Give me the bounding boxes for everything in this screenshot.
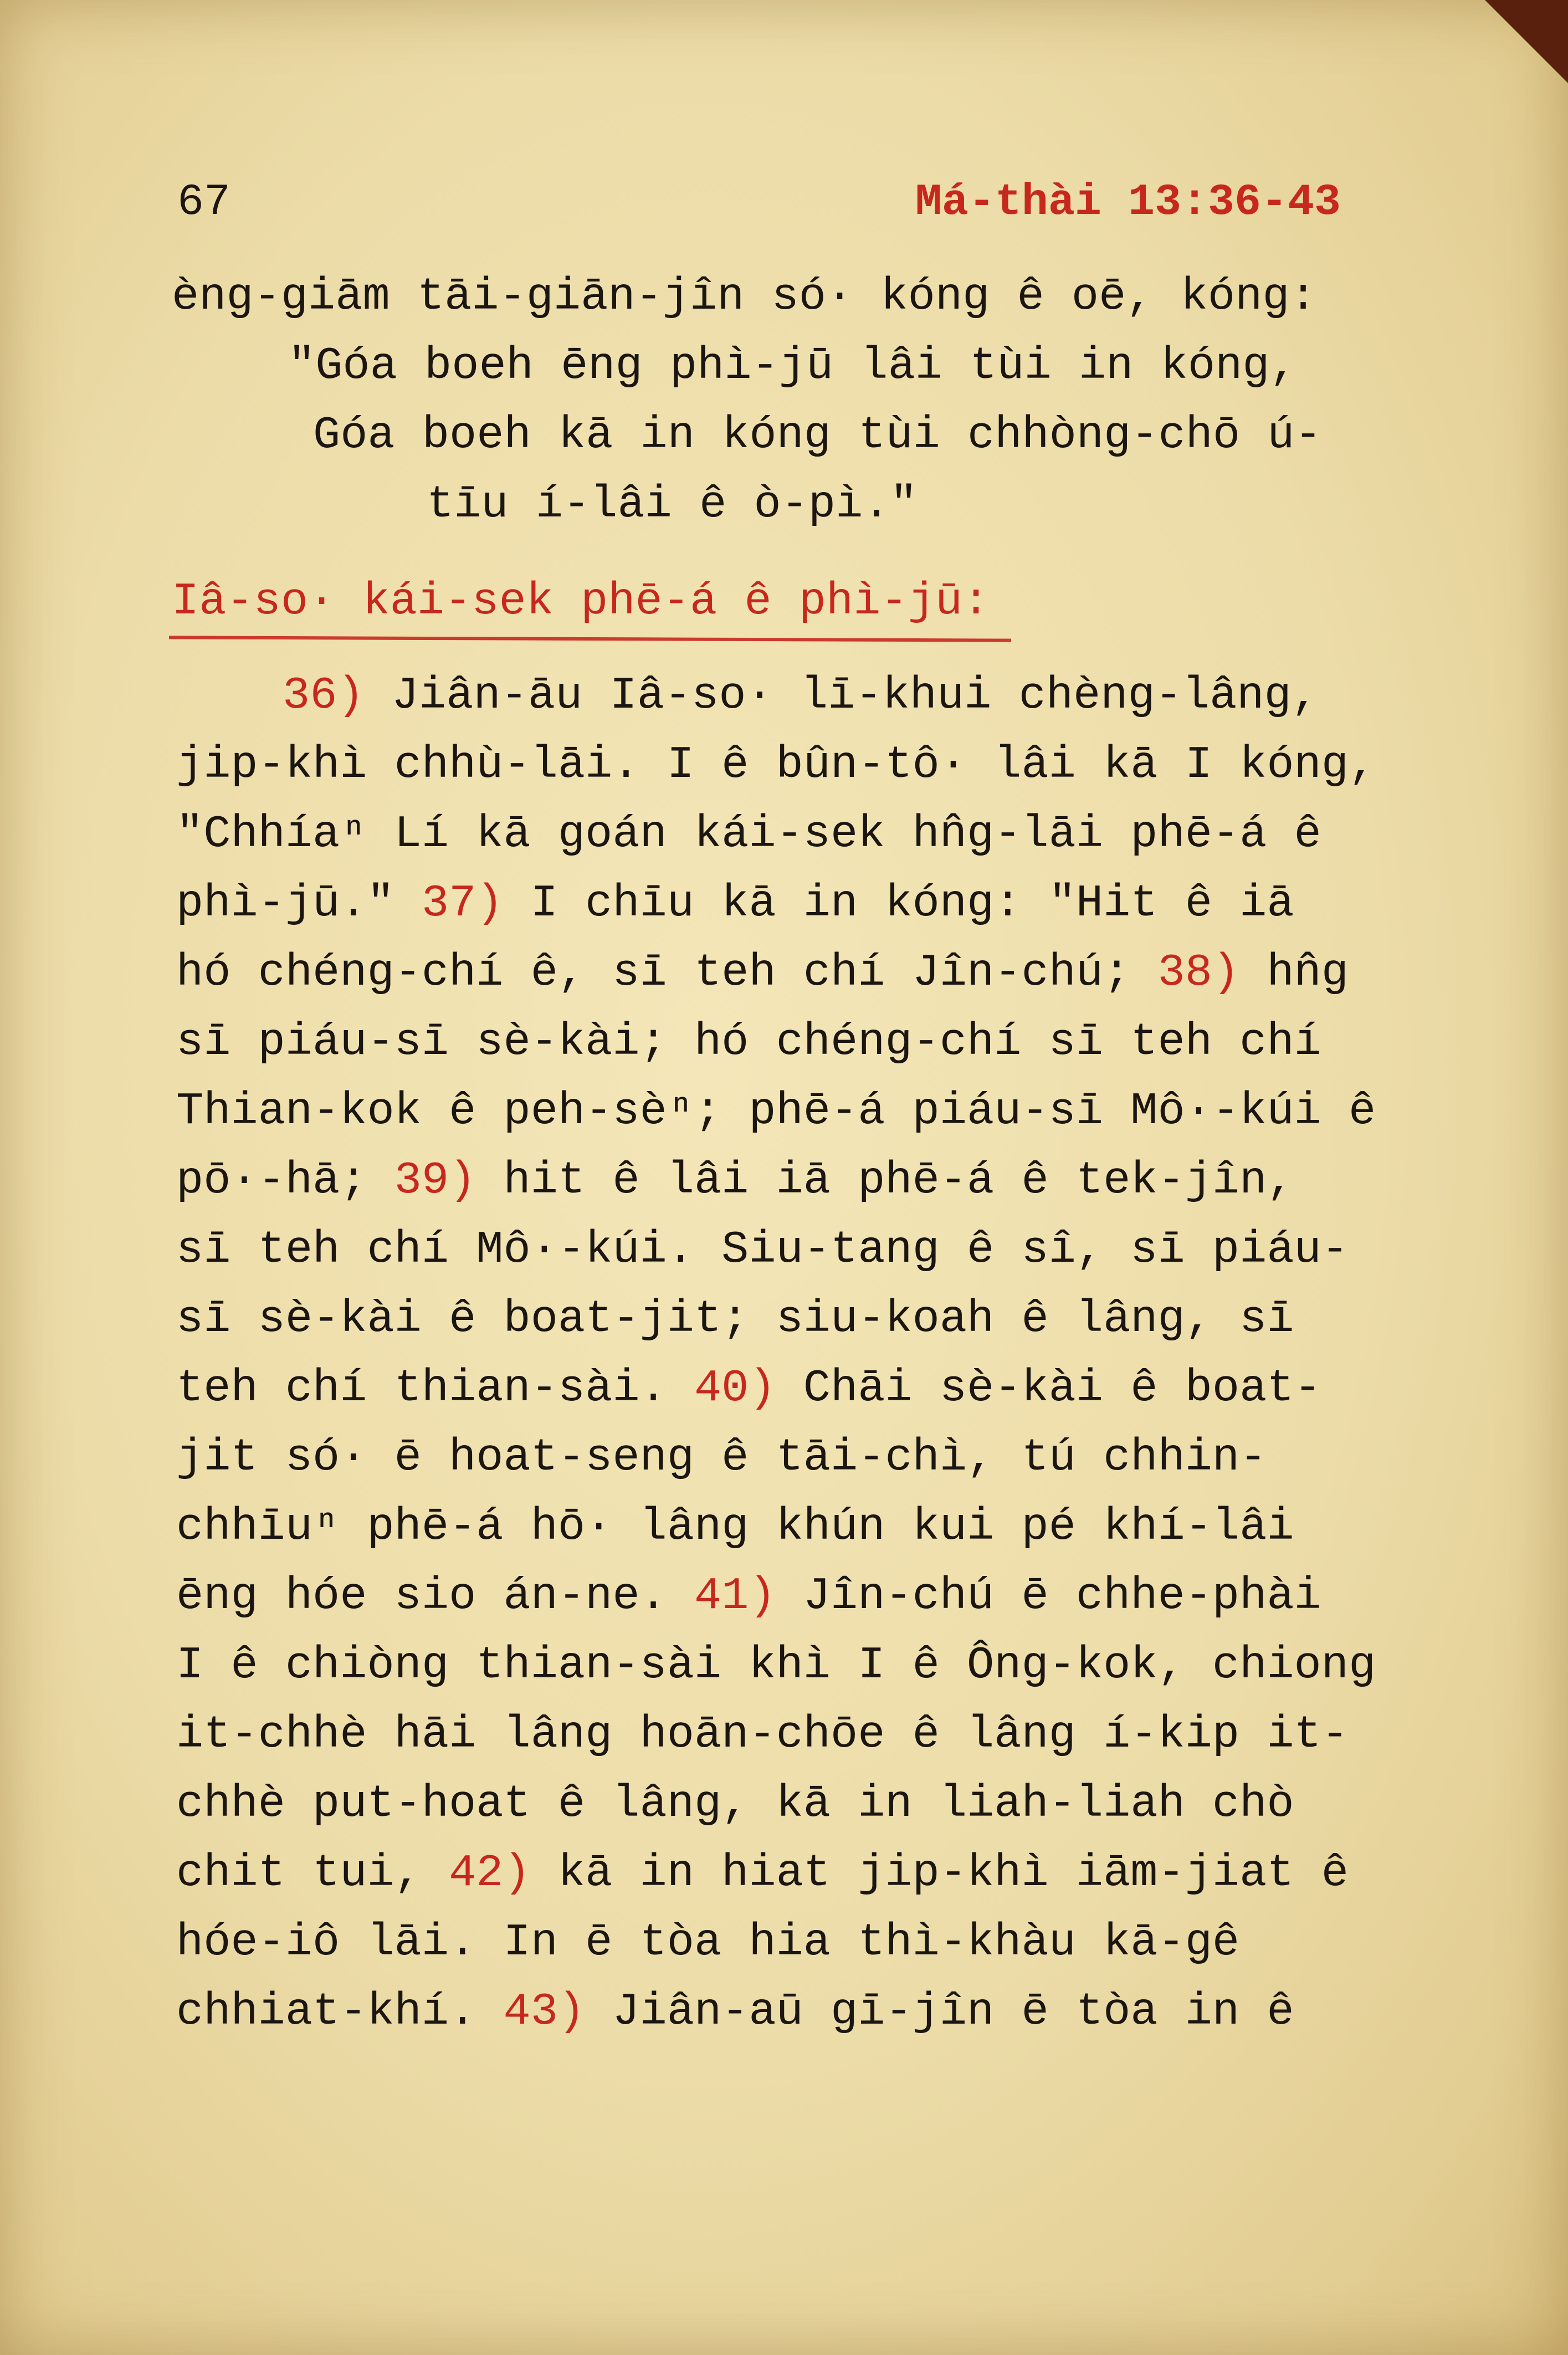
body-line [176, 1570, 1321, 1622]
body-line [176, 1016, 1321, 1068]
body-line [283, 670, 1319, 721]
verse-text: teh chí thian-sài. [176, 1363, 694, 1414]
body-line [176, 1640, 1376, 1691]
body-line [176, 1293, 1294, 1345]
body-line [176, 1917, 1240, 1968]
running-title: Má-thài 13:36-43 [915, 177, 1341, 228]
verse-text: chhè put-hoat ê lâng, kā in liah-liah chò [176, 1778, 1294, 1830]
body-line [176, 739, 1376, 791]
verse-text: Chāi sè-kài ê boat- [776, 1363, 1321, 1414]
verse-text: sī sè-kài ê boat-jit; siu-koah ê lâng, sī [176, 1293, 1294, 1345]
page-number: 67 [177, 177, 231, 228]
body-line [176, 1086, 1376, 1137]
body-line [176, 1778, 1294, 1830]
page-header [177, 177, 1341, 238]
verse-number: 41) [694, 1570, 776, 1622]
body-line [176, 1847, 1349, 1899]
verse-text: it-chhè hāi lâng hoān-chōe ê lâng í-kip it- [176, 1709, 1349, 1760]
verse-text: chhīuⁿ phē-á hō· lâng khún kui pé khí-lâi [176, 1501, 1294, 1553]
verse-number: 40) [694, 1363, 776, 1414]
intro-line: Góa boeh kā in kóng tùi chhòng-chō ú- [313, 409, 1322, 461]
verse-text: Jiân-aū gī-jîn ē tòa in ê [585, 1986, 1294, 2037]
intro-line: èng-giām tāi-giān-jîn só· kóng ê oē, kóng: [172, 271, 1317, 322]
intro-line: tīu í-lâi ê ò-pì." [427, 479, 918, 530]
verse-text: hit ê lâi iā phē-á ê tek-jîn, [476, 1155, 1294, 1206]
body-line [176, 1709, 1349, 1760]
verse-text: Jiân-āu Iâ-so· lī-khui chèng-lâng, [364, 670, 1319, 721]
section-heading: Iâ-so· kái-sek phē-á ê phì-jū: [172, 576, 990, 627]
verse-number: 38) [1157, 947, 1240, 999]
verse-number: 36) [283, 670, 365, 721]
verse-text: I chīu kā in kóng: "Hit ê iā [503, 878, 1294, 929]
body-line [176, 1224, 1349, 1276]
page-corner [1485, 0, 1568, 83]
verse-text: chit tui, [176, 1847, 449, 1899]
body-line [176, 1155, 1294, 1206]
verse-number: 39) [394, 1155, 476, 1206]
verse-text: hóe-iô lāi. In ē tòa hia thì-khàu kā-gê [176, 1917, 1240, 1968]
body-line [176, 1432, 1267, 1483]
verse-number: 43) [503, 1986, 586, 2037]
verse-text: phì-jū." [176, 878, 422, 929]
verse-text: hn̂g [1239, 947, 1349, 999]
body-line [176, 947, 1349, 999]
heading-underline [169, 636, 1011, 642]
verse-text: sī piáu-sī sè-kài; hó chéng-chí sī teh chí [176, 1016, 1321, 1068]
verse-text: sī teh chí Mô·-kúi. Siu-tang ê sî, sī piáu- [176, 1224, 1349, 1276]
body-line [176, 1986, 1294, 2037]
verse-text: jip-khì chhù-lāi. I ê bûn-tô· lâi kā I kóng, [176, 739, 1376, 791]
verse-text: "Chhíaⁿ Lí kā goán kái-sek hn̂g-lāi phē-á ê [176, 808, 1321, 860]
verse-text: hó chéng-chí ê, sī teh chí Jîn-chú; [176, 947, 1158, 999]
verse-text: ēng hóe sio án-ne. [176, 1570, 694, 1622]
verse-text: kā in hiat jip-khì iām-jiat ê [530, 1847, 1349, 1899]
body-line [176, 1363, 1321, 1414]
verse-text: I ê chiòng thian-sài khì I ê Ông-kok, chiong [176, 1640, 1376, 1691]
verse-text: Jîn-chú ē chhe-phài [776, 1570, 1321, 1622]
verse-text: pō·-hā; [176, 1155, 394, 1206]
body-line [176, 878, 1294, 929]
body-line [176, 808, 1321, 860]
verse-text: jit só· ē hoat-seng ê tāi-chì, tú chhin- [176, 1432, 1267, 1483]
verse-text: chhiat-khí. [176, 1986, 504, 2037]
verse-text: Thian-kok ê peh-sèⁿ; phē-á piáu-sī Mô·-kúi ê [176, 1086, 1376, 1137]
verse-number: 37) [421, 878, 504, 929]
verse-number: 42) [449, 1847, 531, 1899]
body-line [176, 1501, 1294, 1553]
intro-line: "Góa boeh ēng phì-jū lâi tùi in kóng, [288, 340, 1297, 392]
